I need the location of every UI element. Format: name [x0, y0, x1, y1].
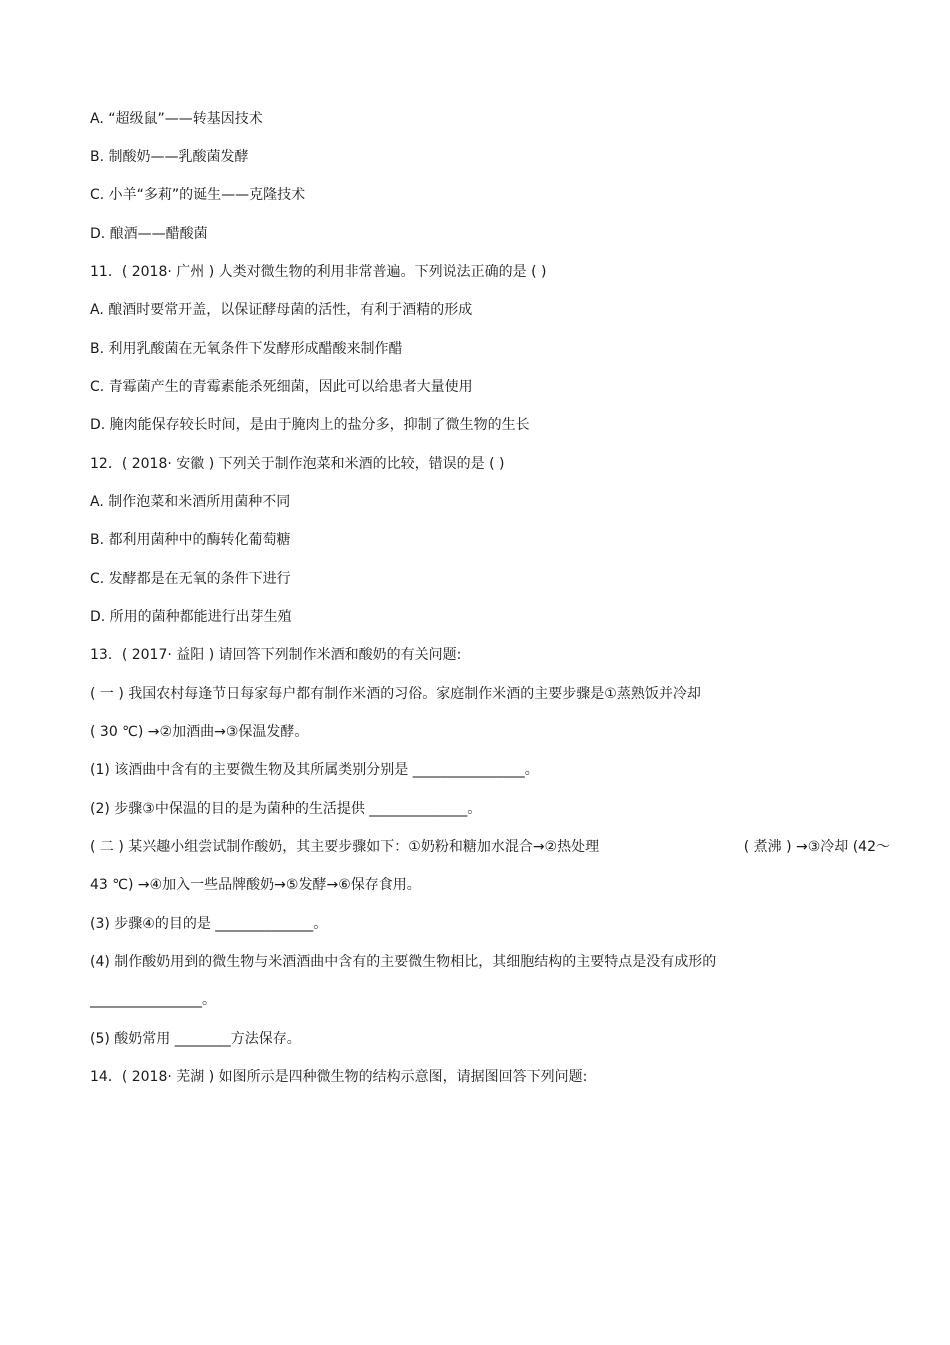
- q13-part2-intro-text: ( 二 ) 某兴趣小组尝试制作酸奶，其主要步骤如下：①奶粉和糖加水混合→②热处理: [90, 839, 600, 855]
- q13-part2-intro-tail: ( 煮沸 ) →③冷却 (42～: [743, 839, 890, 855]
- q13-part2-intro: [90, 837, 890, 857]
- q11-option-a: A. 酿酒时要常开盖，以保证酵母菌的活性，有利于酒精的形成: [90, 302, 473, 318]
- q13-sub5: (5) 酸奶常用 ________方法保存。: [90, 1031, 301, 1047]
- q14-stem: 14．( 2018· 芜湖 ) 如图所示是四种微生物的结构示意图，请据图回答下列问题:: [90, 1069, 588, 1085]
- q11-option-b: B. 利用乳酸菌在无氧条件下发酵形成醋酸来制作醋: [90, 341, 403, 357]
- q12-option-c: C. 发酵都是在无氧的条件下进行: [90, 571, 291, 587]
- q13-sub4-blank: ________________。: [90, 992, 216, 1008]
- q11-option-c: C. 青霉菌产生的青霉素能杀死细菌，因此可以给患者大量使用: [90, 379, 473, 395]
- q13-sub2: (2) 步骤③中保温的目的是为菌种的生活提供 ______________。: [90, 801, 482, 817]
- q11-option-d: D. 腌肉能保存较长时间，是由于腌肉上的盐分多，抑制了微生物的生长: [90, 417, 530, 433]
- q12-option-d: D. 所用的菌种都能进行出芽生殖: [90, 609, 292, 625]
- q11-stem: 11．( 2018· 广州 ) 人类对微生物的利用非常普遍。下列说法正确的是 ( ): [90, 264, 547, 280]
- q13-sub4: (4) 制作酸奶用到的微生物与米酒酒曲中含有的主要微生物相比，其细胞结构的主要特点是没有成形的: [90, 954, 717, 970]
- q12-option-b: B. 都利用菌种中的酶转化葡萄糖: [90, 532, 291, 548]
- q10-option-d: D. 酿酒——醋酸菌: [90, 226, 208, 242]
- q12-option-a: A. 制作泡菜和米酒所用菌种不同: [90, 494, 291, 510]
- q13-stem: 13．( 2017· 益阳 ) 请回答下列制作米酒和酸奶的有关问题:: [90, 647, 462, 663]
- q13-part1-intro: ( 一 ) 我国农村每逢节日每家每户都有制作米酒的习俗。家庭制作米酒的主要步骤是①蒸熟饭并冷却: [90, 686, 701, 702]
- q10-option-a: A. “超级鼠”——转基因技术: [90, 111, 263, 127]
- q13-sub3: (3) 步骤④的目的是 ______________。: [90, 916, 328, 932]
- q13-part2-intro-cont: 43 ℃) →④加入一些品牌酸奶→⑤发酵→⑥保存食用。: [90, 877, 421, 893]
- q10-option-c: C. 小羊“多莉”的诞生——克隆技术: [90, 187, 306, 203]
- q13-part1-intro-cont: ( 30 ℃) →②加酒曲→③保温发酵。: [90, 724, 309, 740]
- q13-sub1: (1) 该酒曲中含有的主要微生物及其所属类别分别是 ________________。: [90, 762, 539, 778]
- q10-option-b: B. 制酸奶——乳酸菌发酵: [90, 149, 249, 165]
- q12-stem: 12．( 2018· 安徽 ) 下列关于制作泡菜和米酒的比较，错误的是 ( ): [90, 456, 505, 472]
